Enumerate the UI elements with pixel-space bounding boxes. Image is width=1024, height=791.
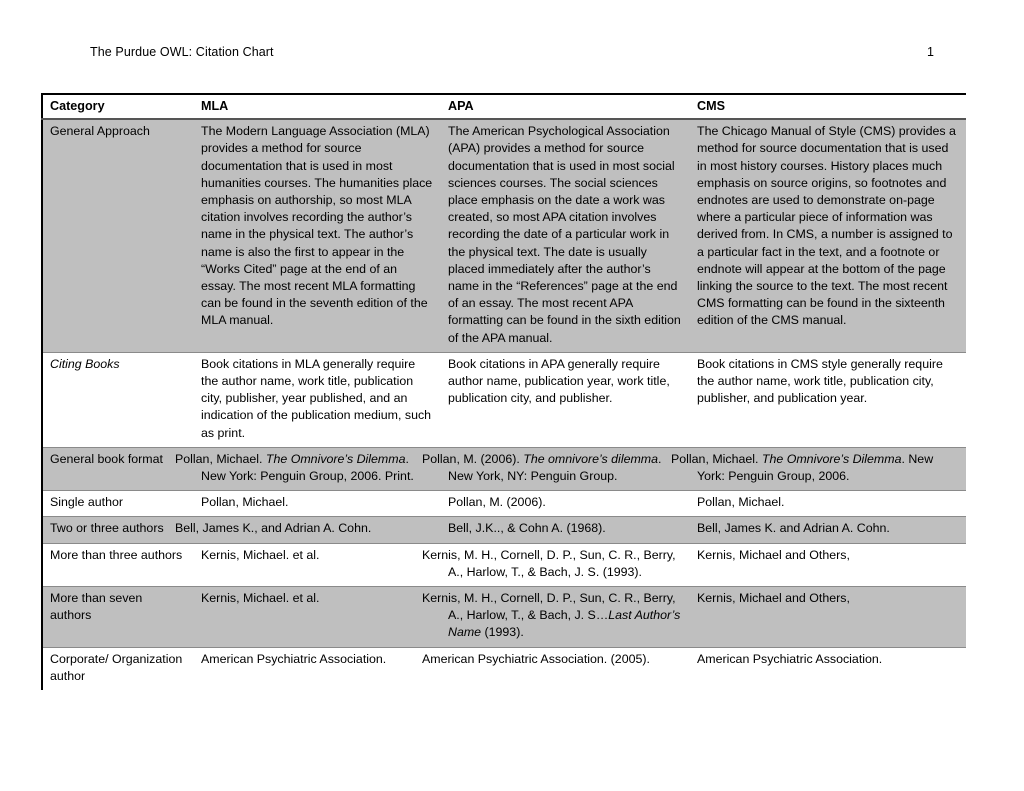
cell-mla: The Modern Language Association (MLA) provides a method for source documentation that is used in most humanities courses. The humanities place emphasis on authorship, so most MLA citation involves recording the author’s name in the physical text. The author’s name is also the first to appear in the “Works Cited” page at the end of an essay. The most recent MLA formatting can be found in the seventh edition of the MLA manual. (194, 119, 441, 352)
cell-cms: Kernis, Michael and Others, (690, 587, 966, 648)
citation-chart-container (41, 93, 966, 691)
cell-cms: Kernis, Michael and Others, (690, 543, 966, 586)
cell-mla: Bell, James K., and Adrian A. Cohn. (194, 517, 441, 543)
cell-cms: Pollan, Michael. (690, 491, 966, 517)
table-row (42, 647, 966, 690)
column-header-apa: APA (441, 94, 690, 119)
cell-apa: Pollan, M. (2006). (441, 491, 690, 517)
table-row (42, 447, 966, 490)
citation-text: Kernis, M. H., Cornell, D. P., Sun, C. R., Berry, A., Harlow, T., & Bach, J. S… (422, 591, 676, 623)
italic-title: The Omnivore’s Dilemma (761, 451, 902, 466)
cell-apa (422, 447, 690, 490)
citation-text: . New York, NY: Penguin Group. (448, 451, 662, 484)
table-row (42, 543, 966, 586)
cell-mla: Book citations in MLA generally require the author name, work title, publication city, publisher, year published, and an indication of the publication medium, such as print. (194, 352, 441, 447)
cell-cms: The Chicago Manual of Style (CMS) provides a method for source documentation that is used in most history courses. History places much emphasis on source origins, so footnotes and endnotes are used to demonstrate on-page where a particular piece of information was derived from. In CMS, a number is assigned to a particular fact in the text, and a footnote or endnote will appear at the bottom of the page linking the source to the text. The most recent CMS formatting can be found in the sixteenth edition of the CMS manual. (690, 119, 966, 352)
page-number: 1 (927, 45, 934, 59)
cell-cms: Book citations in CMS style generally require the author name, work title, publication city, publisher, and publication year. (690, 352, 966, 447)
cell-mla: Kernis, Michael. et al. (194, 587, 441, 648)
cell-apa: Bell, J.K.., & Cohn A. (1968). (441, 517, 690, 543)
citation-text: (1993). (481, 625, 524, 640)
citation-text: . New York: Penguin Group, 2006. (697, 451, 934, 484)
table-row (42, 517, 966, 543)
table-body (42, 94, 966, 690)
cell-cms: American Psychiatric Association. (690, 647, 966, 690)
column-header-mla: MLA (194, 94, 441, 119)
table-row (42, 587, 966, 648)
row-category-label: More than seven authors (42, 587, 194, 648)
row-category-label: Citing Books (42, 352, 194, 447)
cell-apa (422, 587, 690, 648)
running-header (90, 44, 934, 60)
row-category-label: General Approach (42, 119, 194, 352)
cell-apa: The American Psychological Association (APA) provides a method for source documentation that is used in most social sciences courses. The social sciences place emphasis on the date a work was created, so most APA citation involves recording the date of a particular work in the physical text. The date is usually placed immediately after the author’s name in the “References” page at the end of an essay. The most recent APA formatting can be found in the sixth edition of the APA manual. (441, 119, 690, 352)
row-category-label: More than three authors (42, 543, 194, 586)
cell-mla: American Psychiatric Association. (194, 647, 441, 690)
citation-text: Pollan, M. (2006). (422, 451, 524, 466)
document-title: The Purdue OWL: Citation Chart (90, 45, 274, 59)
table-row (42, 119, 966, 352)
cell-apa: Book citations in APA generally require author name, publication year, work title, publication city, and publisher. (441, 352, 690, 447)
cell-mla (175, 447, 441, 490)
column-header-cms: CMS (690, 94, 966, 119)
table-row (42, 352, 966, 447)
cell-cms (671, 447, 966, 490)
table-row (42, 491, 966, 517)
row-category-label: Single author (42, 491, 194, 517)
row-category-label: General book format (42, 447, 194, 490)
italic-title: Last Author’s Name (448, 608, 681, 640)
cell-mla: Pollan, Michael. (194, 491, 441, 517)
cell-cms: Bell, James K. and Adrian A. Cohn. (690, 517, 966, 543)
citation-text: Pollan, Michael. (175, 451, 266, 466)
table-header-row (42, 94, 966, 119)
cell-apa: American Psychiatric Association. (2005). (441, 647, 690, 690)
page-bottom-margin (0, 691, 1024, 791)
citation-text: Pollan, Michael. (671, 451, 762, 466)
cell-apa: Kernis, M. H., Cornell, D. P., Sun, C. R., Berry, A., Harlow, T., & Bach, J. S. (1993). (441, 543, 690, 586)
italic-title: The Omnivore’s Dilemma (265, 451, 406, 466)
citation-chart-table (41, 93, 966, 690)
cell-mla: Kernis, Michael. et al. (194, 543, 441, 586)
row-category-label: Two or three authors (42, 517, 194, 543)
italic-title: The omnivore’s dilemma (523, 451, 658, 466)
column-header-category: Category (42, 94, 194, 119)
citation-text: . New York: Penguin Group, 2006. Print. (201, 451, 414, 484)
row-category-label: Corporate/ Organization author (42, 647, 194, 690)
